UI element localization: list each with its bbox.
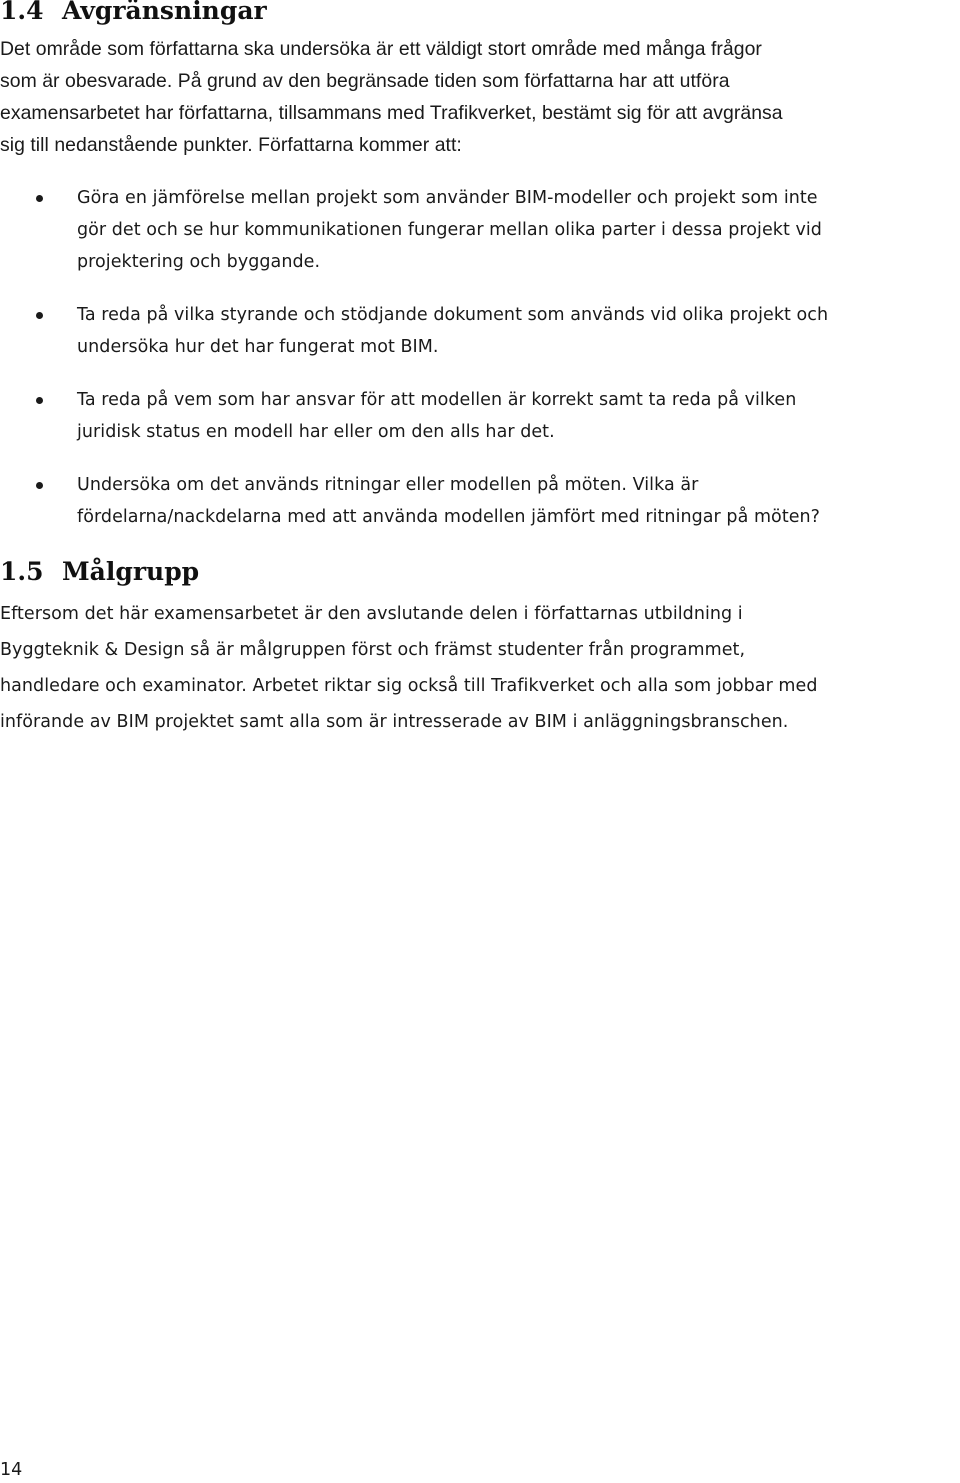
bullet-text: Göra en jämförelse mellan projekt som använder BIM-modeller och projekt som inte gör det och se hur kommunikationen fungerar mellan olika parter i dessa projekt vid projektering och byggande.	[77, 188, 822, 272]
section-heading-malgrupp	[0, 559, 199, 584]
bullet-item	[0, 182, 960, 278]
bullet-dot-icon	[36, 482, 43, 489]
section-title: Avgränsningar	[62, 0, 267, 25]
section-title: Målgrupp	[62, 557, 200, 586]
avgransningar-bullet-list	[0, 182, 960, 554]
bullet-item	[0, 469, 960, 533]
bullet-text: Ta reda på vilka styrande och stödjande dokument som används vid olika projekt och undersöka hur det har fungerat mot BIM.	[77, 305, 829, 357]
malgrupp-paragraph: Eftersom det här examensarbetet är den avslutande delen i författarnas utbildning i Byggteknik & Design så är målgruppen först och främst studenter från programmet, handledare och examinator. Arbetet riktar sig också till Trafikverket och alla som jobbar med införande av BIM projektet samt alla som är intresserade av BIM i anläggningsbranschen.	[0, 604, 818, 732]
bullet-item	[0, 384, 960, 448]
section-number: 1.5	[0, 557, 44, 586]
page-number: 14	[0, 1460, 23, 1480]
bullet-dot-icon	[36, 312, 43, 319]
bullet-item	[0, 299, 960, 363]
bullet-text: Ta reda på vem som har ansvar för att modellen är korrekt samt ta reda på vilken juridisk status en modell har eller om den alls har det.	[77, 390, 797, 442]
section-heading-avgransningar	[0, 0, 267, 23]
section-number: 1.4	[0, 0, 44, 25]
avgransningar-paragraph: Det område som författarna ska undersöka är ett väldigt stort område med många frågor som är obesvarade. På grund av den begränsade tiden som författarna har att utföra examensarbetet har författarna, tillsammans med Trafikverket, bestämt sig för att avgränsa sig till nedanstående punkter. Författarna kommer att:	[0, 38, 783, 156]
bullet-dot-icon	[36, 397, 43, 404]
bullet-text: Undersöka om det används ritningar eller modellen på möten. Vilka är fördelarna/nackdelarna med att använda modellen jämfört med ritningar på möten?	[77, 475, 821, 527]
bullet-dot-icon	[36, 195, 43, 202]
